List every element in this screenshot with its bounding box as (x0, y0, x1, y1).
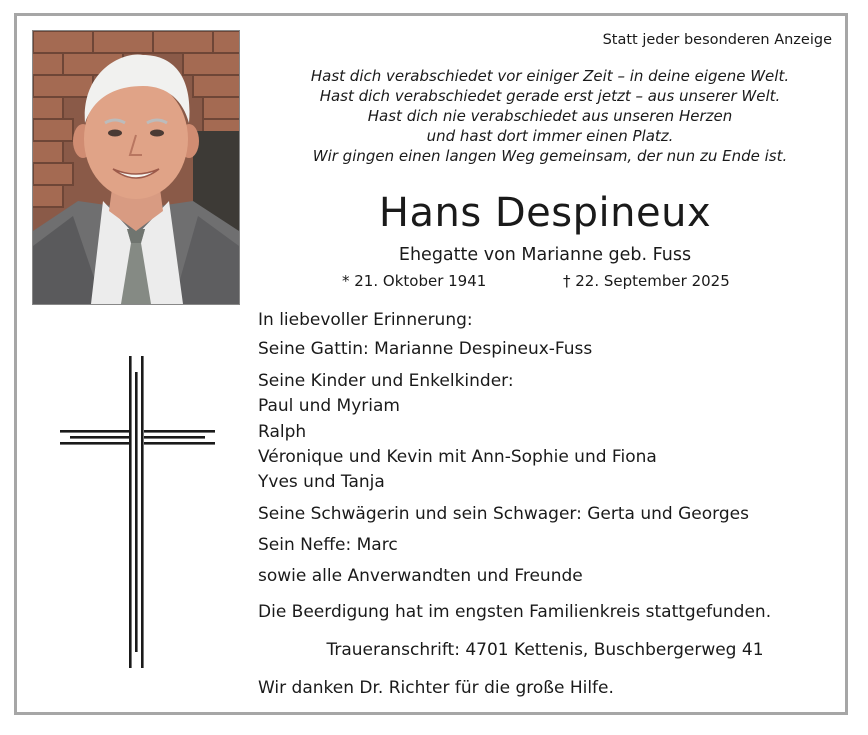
poem-line: Hast dich verabschiedet gerade erst jetzt – aus unserer Welt. (319, 87, 781, 105)
portrait-photo (32, 30, 240, 305)
cross-icon (60, 356, 215, 668)
in-laws-line: Seine Schwägerin und sein Schwager: Gerta und Georges (258, 504, 749, 524)
child-line: Paul und Myriam (258, 396, 400, 416)
birth-date: * 21. Oktober 1941 (342, 272, 487, 290)
poem (255, 66, 845, 166)
thanks-line: Wir danken Dr. Richter für die große Hilfe. (258, 678, 614, 698)
poem-line: und hast dort immer einen Platz. (426, 127, 674, 145)
poem-line: Hast dich nie verabschiedet aus unseren Herzen (367, 107, 733, 125)
nephew-line: Sein Neffe: Marc (258, 535, 398, 555)
child-line: Véronique und Kevin mit Ann-Sophie und Fiona (258, 447, 657, 467)
child-line: Ralph (258, 422, 307, 442)
poem-line: Wir gingen einen langen Weg gemeinsam, der nun zu Ende ist. (312, 147, 788, 165)
deceased-name: Hans Despineux (378, 190, 712, 236)
children-heading: Seine Kinder und Enkelkinder: (258, 371, 514, 391)
wife-line: Seine Gattin: Marianne Despineux-Fuss (258, 339, 593, 359)
relatives-line: sowie alle Anverwandten und Freunde (258, 566, 583, 586)
poem-line: Hast dich verabschiedet vor einiger Zeit – in deine eigene Welt. (310, 67, 790, 85)
child-line: Yves und Tanja (258, 472, 385, 492)
address-line: Traueranschrift: 4701 Kettenis, Buschbergerweg 41 (326, 640, 764, 660)
funeral-line: Die Beerdigung hat im engsten Familienkreis stattgefunden. (258, 602, 772, 622)
header-note: Statt jeder besonderen Anzeige (602, 32, 832, 48)
death-date: † 22. September 2025 (563, 272, 730, 290)
spouse-line: Ehegatte von Marianne geb. Fuss (398, 245, 692, 265)
intro-line: In liebevoller Erinnerung: (258, 310, 473, 330)
